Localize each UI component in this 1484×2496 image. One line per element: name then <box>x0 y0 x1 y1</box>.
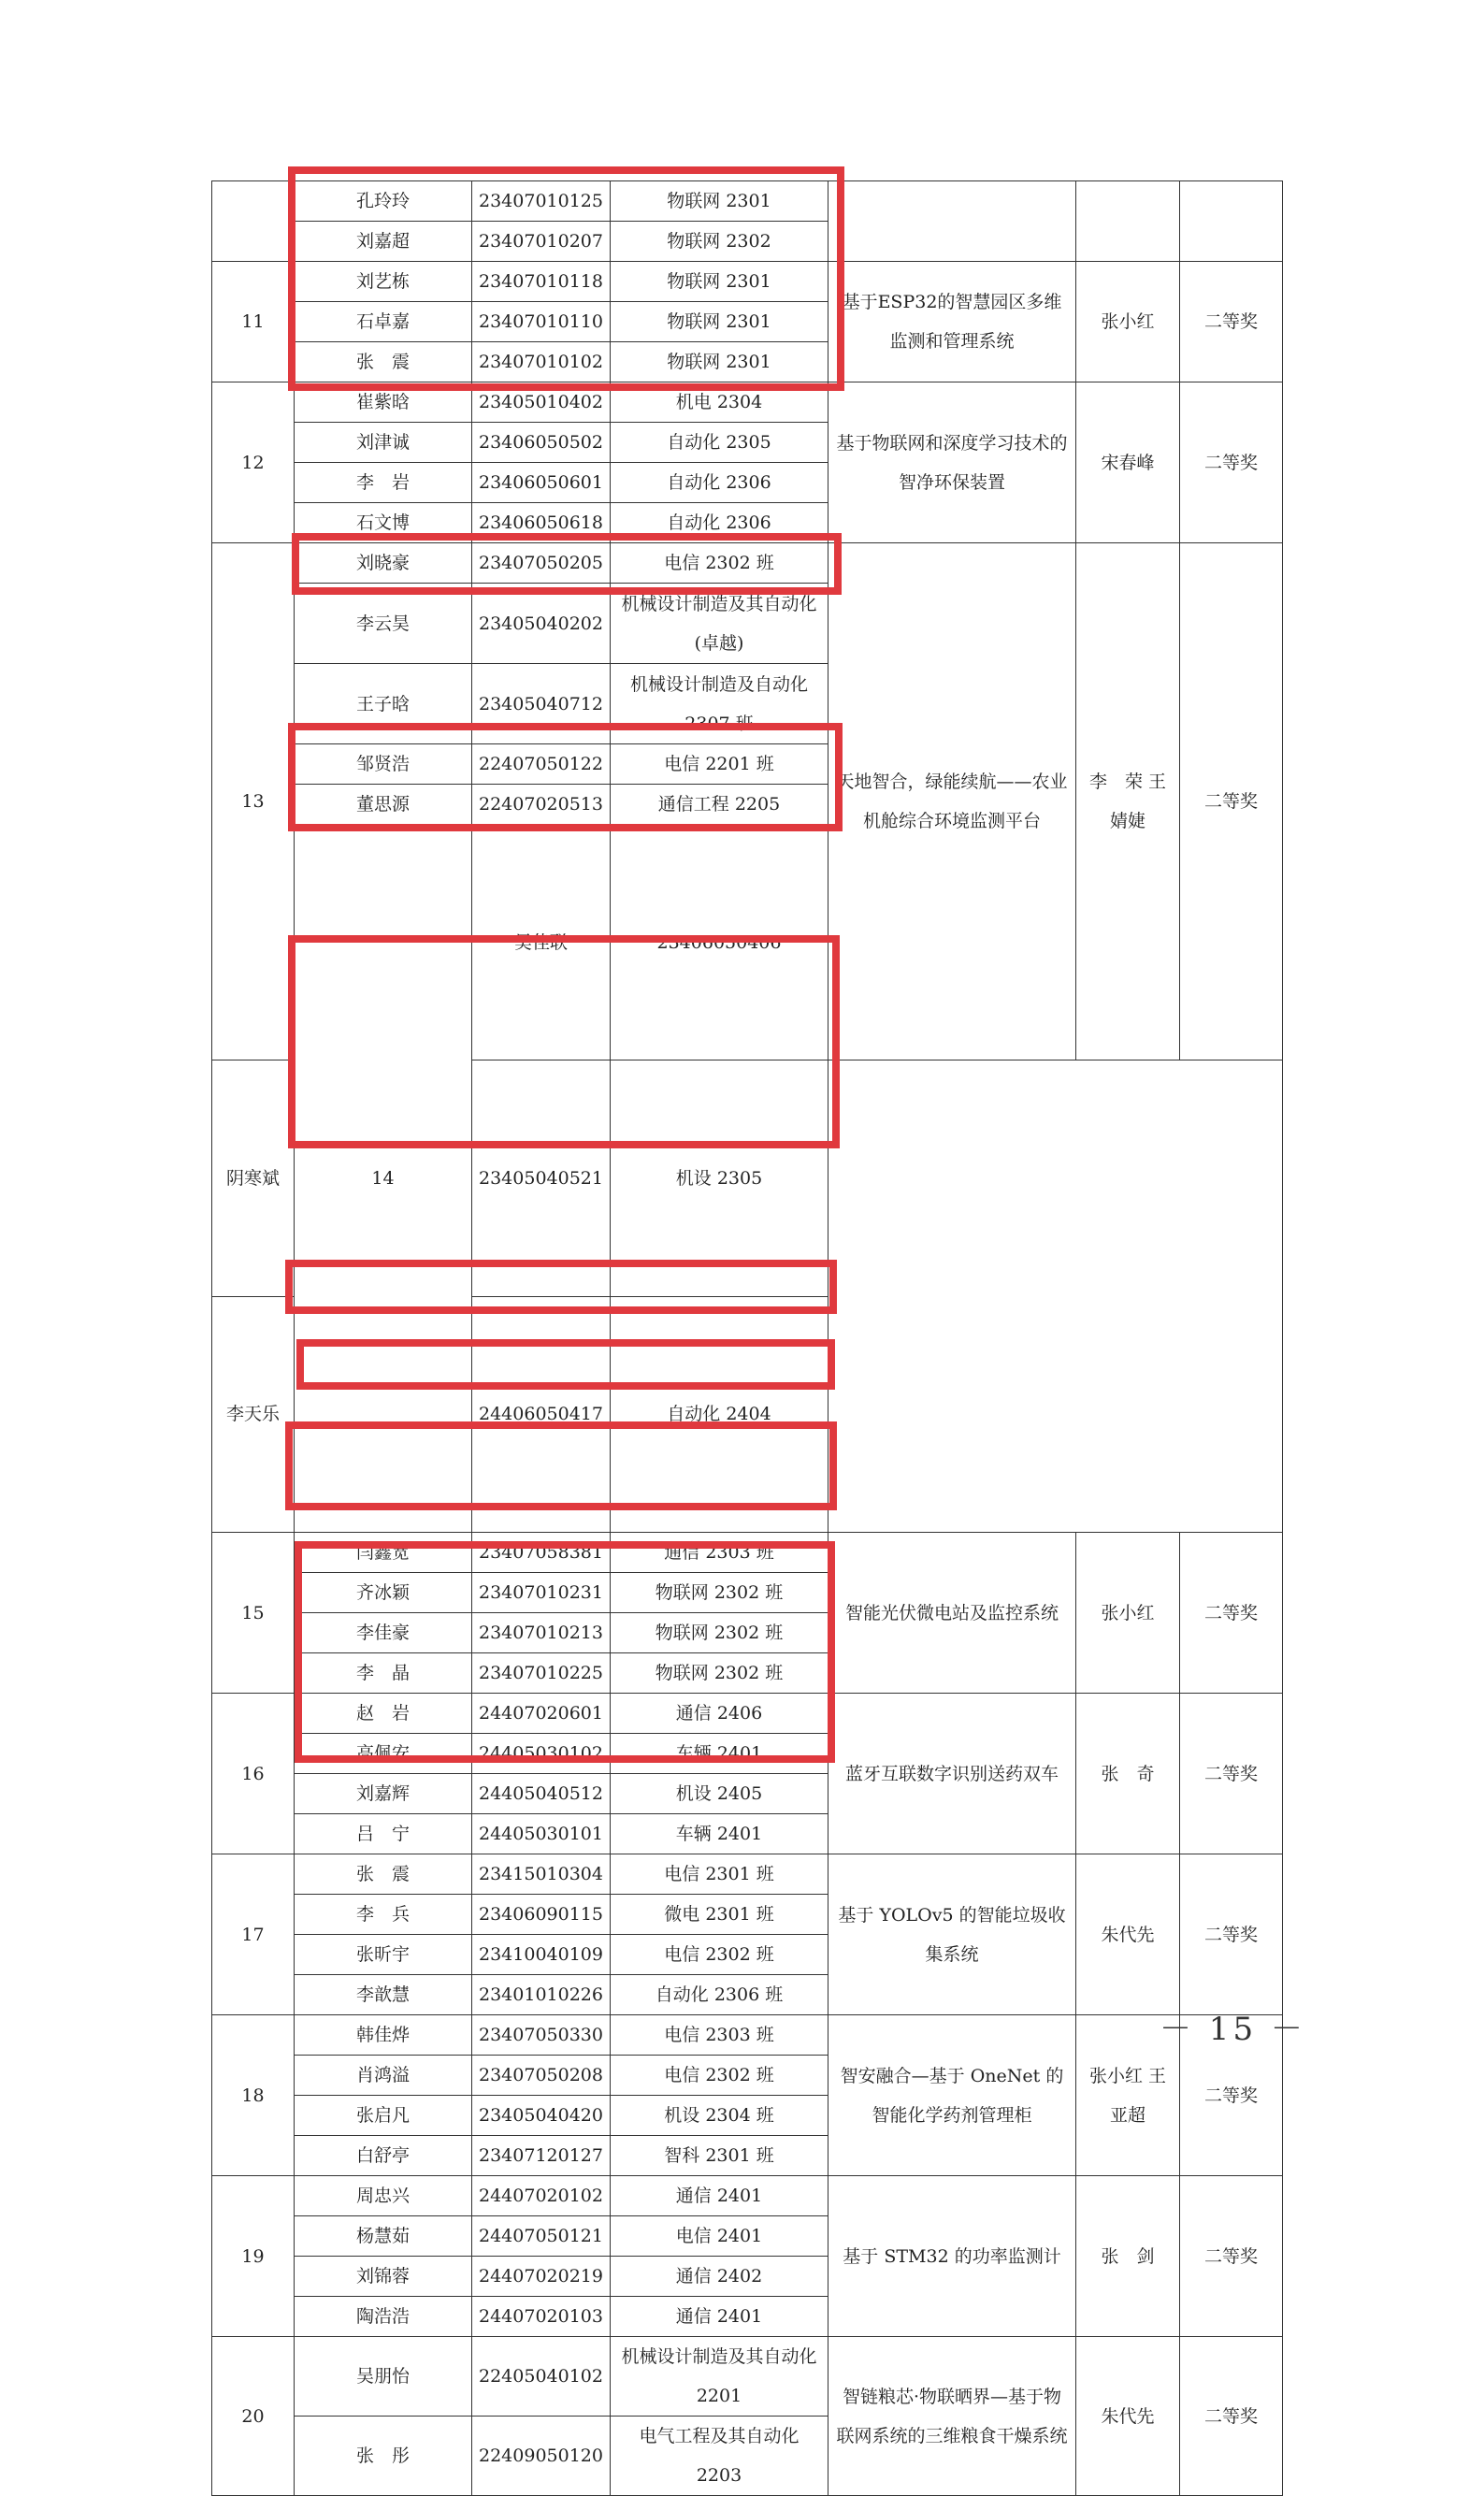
project-title: 智链粮芯·物联晒界—基于物联网系统的三维粮食干燥系统 <box>828 2337 1076 2496</box>
student-class: 通信 2401 <box>611 2176 828 2216</box>
student-id: 22407050122 <box>472 744 611 785</box>
student-name: 韩佳烨 <box>295 2015 472 2056</box>
supervisor: 朱代先 <box>1076 1854 1180 2015</box>
student-name: 李佳豪 <box>295 1613 472 1653</box>
student-id: 24405030102 <box>472 1734 611 1774</box>
student-id: 23415010304 <box>472 1854 611 1895</box>
student-class: 电信 2303 班 <box>611 2015 828 2056</box>
award: 二等奖 <box>1180 2337 1283 2496</box>
student-name: 刘嘉辉 <box>295 1774 472 1814</box>
student-id: 23407050205 <box>472 543 611 584</box>
student-class: 机电 2304 <box>611 382 828 423</box>
award: 二等奖 <box>1180 1533 1283 1694</box>
student-class: 自动化 2306 <box>611 463 828 503</box>
group-no: 13 <box>212 543 295 1060</box>
group-no: 14 <box>295 825 472 1533</box>
student-class: 物联网 2302 <box>611 222 828 262</box>
student-name: 张昕宇 <box>295 1935 472 1975</box>
project-title: 蓝牙互联数字识别送药双车 <box>828 1694 1076 1854</box>
student-class: 机械设计制造及其自动化(卓越) <box>611 584 828 664</box>
award-cell <box>1180 181 1283 262</box>
student-id: 22405040102 <box>472 2337 611 2417</box>
student-class: 物联网 2301 <box>611 342 828 382</box>
student-class: 车辆 2401 <box>611 1814 828 1854</box>
student-class: 微电 2301 班 <box>611 1895 828 1935</box>
student-id: 23407010207 <box>472 222 611 262</box>
project-cell <box>828 181 1076 262</box>
student-class: 电信 2302 班 <box>611 1935 828 1975</box>
student-id: 23406050618 <box>472 503 611 543</box>
student-id: 23405040521 <box>472 1060 611 1296</box>
student-id: 24406050417 <box>472 1296 611 1532</box>
student-name: 李云昊 <box>295 584 472 664</box>
student-id: 23407010213 <box>472 1613 611 1653</box>
student-name: 李天乐 <box>212 1296 295 1532</box>
student-id: 23406050406 <box>611 825 828 1060</box>
student-name: 吴佳联 <box>472 825 611 1060</box>
student-name: 石文博 <box>295 503 472 543</box>
student-name: 张启凡 <box>295 2096 472 2136</box>
student-id: 24407050121 <box>472 2216 611 2257</box>
student-class: 物联网 2302 班 <box>611 1573 828 1613</box>
student-id: 23407010102 <box>472 342 611 382</box>
student-name: 董思源 <box>295 785 472 825</box>
student-id: 23406050601 <box>472 463 611 503</box>
student-id: 23407010110 <box>472 302 611 342</box>
student-class: 电气工程及其自动化 2203 <box>611 2417 828 2496</box>
student-class: 机设 2305 <box>611 1060 828 1296</box>
student-id: 24407020102 <box>472 2176 611 2216</box>
student-id: 24407020103 <box>472 2297 611 2337</box>
student-class: 车辆 2401 <box>611 1734 828 1774</box>
group-no: 18 <box>212 2015 295 2176</box>
student-name: 高佩安 <box>295 1734 472 1774</box>
student-id: 23407050208 <box>472 2056 611 2096</box>
student-id: 23405010402 <box>472 382 611 423</box>
student-name: 孔玲玲 <box>295 181 472 222</box>
project-title: 基于 STM32 的功率监测计 <box>828 2176 1076 2337</box>
student-id: 23405040712 <box>472 664 611 744</box>
student-id: 22407020513 <box>472 785 611 825</box>
group-no: 19 <box>212 2176 295 2337</box>
project-title: 基于物联网和深度学习技术的智净环保装置 <box>828 382 1076 543</box>
student-name: 李 兵 <box>295 1895 472 1935</box>
award: 二等奖 <box>1180 2015 1283 2176</box>
student-id: 23401010226 <box>472 1975 611 2015</box>
student-class: 电信 2201 班 <box>611 744 828 785</box>
student-name: 赵 岩 <box>295 1694 472 1734</box>
student-name: 刘津诚 <box>295 423 472 463</box>
supervisor: 张小红 <box>1076 262 1180 382</box>
student-class: 物联网 2301 <box>611 302 828 342</box>
awards-table <box>211 180 1283 2496</box>
student-name: 陶浩浩 <box>295 2297 472 2337</box>
supervisor-cell <box>1076 181 1180 262</box>
student-id: 23410040109 <box>472 1935 611 1975</box>
student-class: 物联网 2301 <box>611 262 828 302</box>
student-id: 23406050502 <box>472 423 611 463</box>
student-class: 机械设计制造及自动化 2307 班 <box>611 664 828 744</box>
student-id: 24405040512 <box>472 1774 611 1814</box>
student-id: 23407010118 <box>472 262 611 302</box>
student-id: 24407020219 <box>472 2257 611 2297</box>
student-name: 阴寒斌 <box>212 1060 295 1296</box>
student-class: 自动化 2306 <box>611 503 828 543</box>
student-id: 24405030101 <box>472 1814 611 1854</box>
student-class: 电信 2401 <box>611 2216 828 2257</box>
student-class: 机设 2304 班 <box>611 2096 828 2136</box>
student-name: 邹贤浩 <box>295 744 472 785</box>
group-no: 11 <box>212 262 295 382</box>
project-title: 天地智合，绿能续航——农业机舱综合环境监测平台 <box>828 543 1076 1060</box>
student-class: 自动化 2404 <box>611 1296 828 1532</box>
student-class: 电信 2301 班 <box>611 1854 828 1895</box>
student-name: 闫鑫宽 <box>295 1533 472 1573</box>
student-name: 周忠兴 <box>295 2176 472 2216</box>
student-class: 物联网 2302 班 <box>611 1613 828 1653</box>
student-class: 通信工程 2205 <box>611 785 828 825</box>
group-no: 20 <box>212 2337 295 2496</box>
project-title: 基于 YOLOv5 的智能垃圾收集系统 <box>828 1854 1076 2015</box>
student-class: 自动化 2306 班 <box>611 1975 828 2015</box>
group-no: 12 <box>212 382 295 543</box>
supervisor: 朱代先 <box>1076 2337 1180 2496</box>
student-class: 自动化 2305 <box>611 423 828 463</box>
student-name: 吕 宁 <box>295 1814 472 1854</box>
student-id: 22409050120 <box>472 2417 611 2496</box>
student-id: 23407120127 <box>472 2136 611 2176</box>
student-id: 23407050330 <box>472 2015 611 2056</box>
student-name: 杨慧茹 <box>295 2216 472 2257</box>
student-id: 23407010225 <box>472 1653 611 1694</box>
student-class: 机械设计制造及其自动化 2201 <box>611 2337 828 2417</box>
student-name: 齐冰颖 <box>295 1573 472 1613</box>
award: 二等奖 <box>1180 1854 1283 2015</box>
student-name: 刘艺栋 <box>295 262 472 302</box>
student-name: 张 震 <box>295 342 472 382</box>
supervisor: 宋春峰 <box>1076 382 1180 543</box>
student-class: 通信 2303 班 <box>611 1533 828 1573</box>
student-class: 通信 2406 <box>611 1694 828 1734</box>
group-no: 16 <box>212 1694 295 1854</box>
project-title: 智安融合—基于 OneNet 的智能化学药剂管理柜 <box>828 2015 1076 2176</box>
student-name: 王子晗 <box>295 664 472 744</box>
student-name: 白舒亭 <box>295 2136 472 2176</box>
supervisor: 张 奇 <box>1076 1694 1180 1854</box>
supervisor: 李 荣 王婧婕 <box>1076 543 1180 1060</box>
student-id: 23405040420 <box>472 2096 611 2136</box>
student-class: 物联网 2301 <box>611 181 828 222</box>
supervisor: 张小红 <box>1076 1533 1180 1694</box>
student-id: 24407020601 <box>472 1694 611 1734</box>
student-name: 李 岩 <box>295 463 472 503</box>
student-name: 李 晶 <box>295 1653 472 1694</box>
student-class: 电信 2302 班 <box>611 543 828 584</box>
group-no: 17 <box>212 1854 295 2015</box>
group-no-cell <box>212 181 295 262</box>
student-id: 23406090115 <box>472 1895 611 1935</box>
supervisor: 张小红 王亚超 <box>1076 2015 1180 2176</box>
student-name: 张 震 <box>295 1854 472 1895</box>
student-name: 李歆慧 <box>295 1975 472 2015</box>
student-name: 刘嘉超 <box>295 222 472 262</box>
award: 二等奖 <box>1180 382 1283 543</box>
project-title: 基于ESP32的智慧园区多维监测和管理系统 <box>828 262 1076 382</box>
student-class: 电信 2302 班 <box>611 2056 828 2096</box>
student-name: 崔紫晗 <box>295 382 472 423</box>
award: 二等奖 <box>1180 1694 1283 1854</box>
group-no: 15 <box>212 1533 295 1694</box>
student-name: 肖鸿溢 <box>295 2056 472 2096</box>
student-class: 智科 2301 班 <box>611 2136 828 2176</box>
student-id: 23407010231 <box>472 1573 611 1613</box>
page-number: － 15 － <box>1160 2011 1306 2048</box>
student-id: 23407058381 <box>472 1533 611 1573</box>
student-id: 23405040202 <box>472 584 611 664</box>
student-class: 机设 2405 <box>611 1774 828 1814</box>
award: 二等奖 <box>1180 543 1283 1060</box>
student-name: 吴朋怡 <box>295 2337 472 2417</box>
project-title: 智能光伏微电站及监控系统 <box>828 1533 1076 1694</box>
student-name: 刘晓豪 <box>295 543 472 584</box>
student-name: 张 彤 <box>295 2417 472 2496</box>
award: 二等奖 <box>1180 262 1283 382</box>
student-class: 物联网 2302 班 <box>611 1653 828 1694</box>
student-id: 23407010125 <box>472 181 611 222</box>
student-class: 通信 2401 <box>611 2297 828 2337</box>
supervisor: 张 剑 <box>1076 2176 1180 2337</box>
student-class: 通信 2402 <box>611 2257 828 2297</box>
student-name: 刘锦蓉 <box>295 2257 472 2297</box>
award: 二等奖 <box>1180 2176 1283 2337</box>
student-name: 石卓嘉 <box>295 302 472 342</box>
